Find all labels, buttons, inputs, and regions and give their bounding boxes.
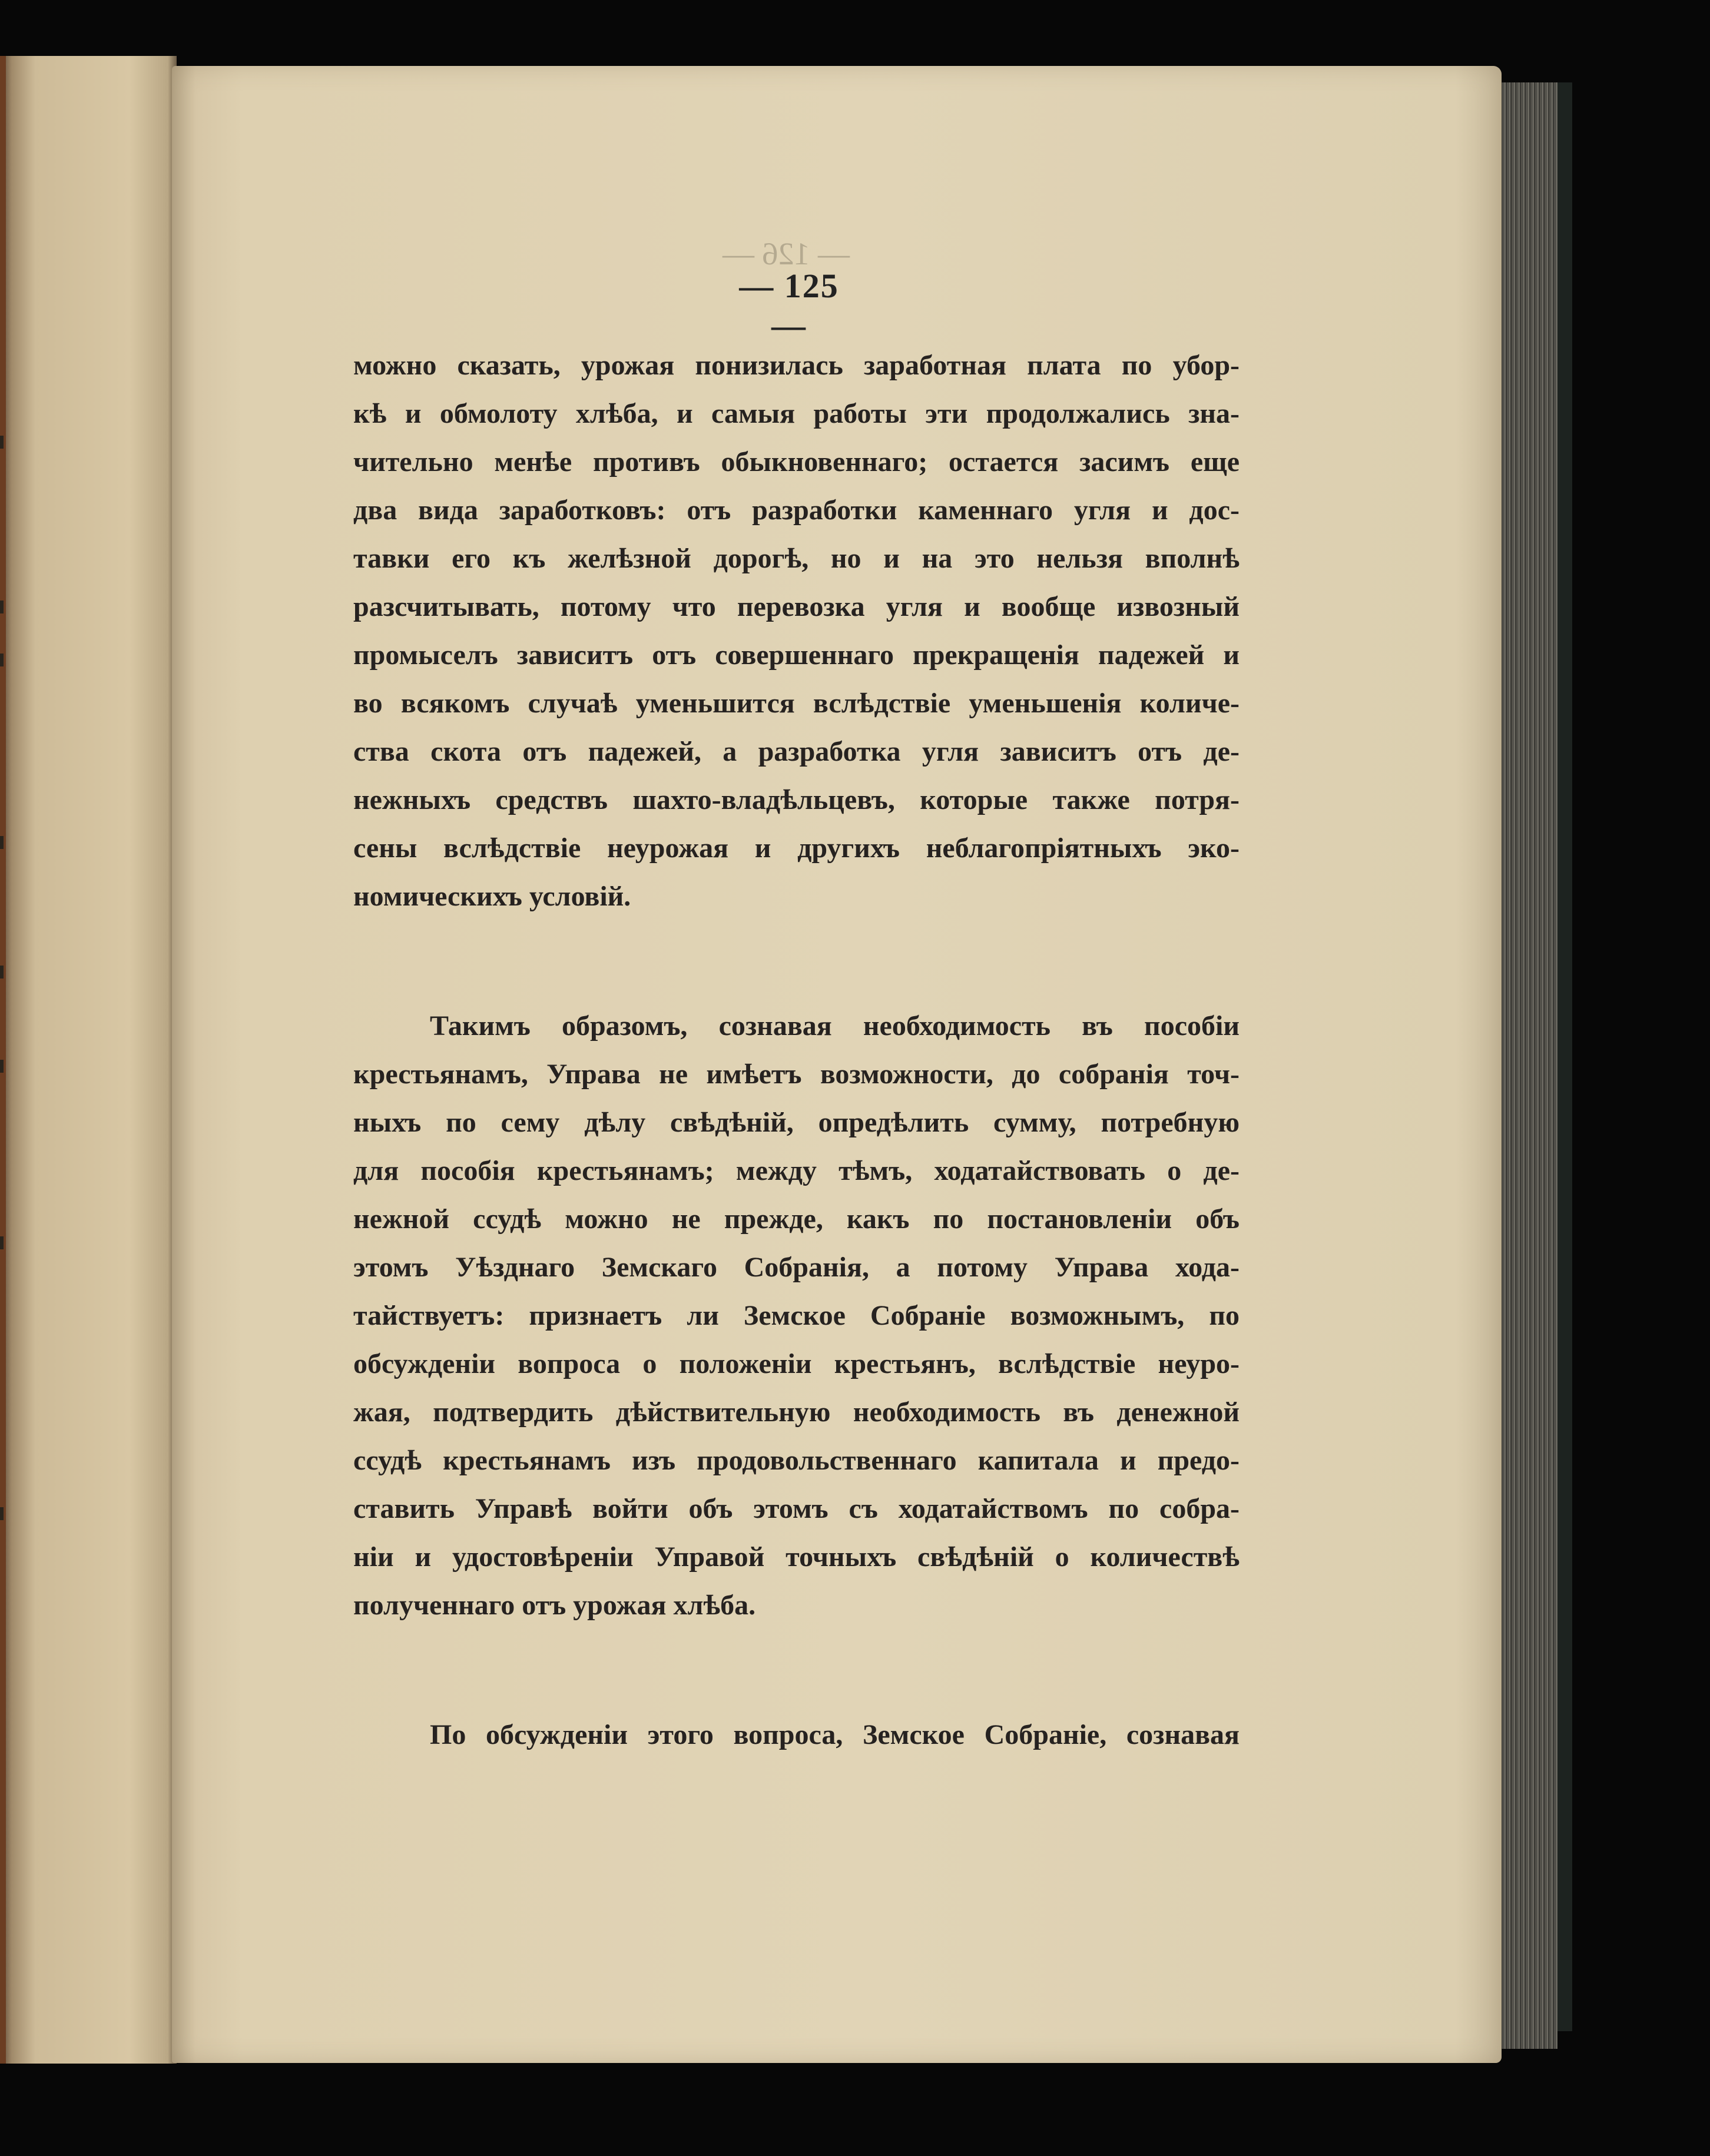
- left-page-mark: [0, 1060, 4, 1073]
- text-line: По обсужденіи этого вопроса, Земское Собраніе, сознавая: [430, 1719, 1240, 1750]
- paragraph-2: [353, 1002, 1240, 1630]
- text-line: крестьянамъ, Управа не имѣетъ возможности, до собранія точ-: [353, 1059, 1240, 1090]
- text-line: чительно менѣе противъ обыкновеннаго; остается засимъ еще: [353, 446, 1240, 477]
- text-line: тайствуетъ: признаетъ ли Земское Собраніе возможнымъ, по: [353, 1300, 1240, 1331]
- text-line: для пособія крестьянамъ; между тѣмъ, ходатайствовать о де-: [353, 1155, 1240, 1186]
- text-line: тавки его къ желѣзной дорогѣ, но и на это нельзя вполнѣ: [353, 543, 1240, 574]
- text-line: этомъ Уѣзднаго Земскаго Собранія, а потому Управа хода-: [353, 1252, 1240, 1283]
- text-line: ставить Управѣ войти объ этомъ съ ходатайствомъ по собра-: [353, 1493, 1240, 1524]
- text-line: номическихъ условій.: [353, 881, 631, 912]
- text-line: сены вслѣдствіе неурожая и другихъ неблагопріятныхъ эко-: [353, 832, 1240, 864]
- left-page-mark: [0, 601, 4, 613]
- left-page-mark: [0, 1507, 4, 1520]
- text-line: разсчитывать, потому что перевозка угля и вообще извозный: [353, 591, 1240, 622]
- text-line: ніи и удостовѣреніи Управой точныхъ свѣдѣній о количествѣ: [353, 1541, 1240, 1573]
- text-line: полученнаго отъ урожая хлѣба.: [353, 1590, 756, 1621]
- text-line: ссудѣ крестьянамъ изъ продовольственнаго капитала и предо-: [353, 1445, 1240, 1476]
- text-line: можно сказать, урожая понизилась заработная плата по убор-: [353, 350, 1240, 381]
- text-line: обсужденіи вопроса о положеніи крестьянъ, вслѣдствіе неуро-: [353, 1348, 1240, 1379]
- text-line: промыселъ зависитъ отъ совершеннаго прекращенія падежей и: [353, 639, 1240, 671]
- paragraph-1: [353, 341, 1240, 921]
- text-line: жая, подтвердить дѣйствительную необходимость въ денежной: [353, 1397, 1240, 1428]
- page-stack-edge: [1499, 82, 1557, 2049]
- left-page-mark: [0, 836, 4, 849]
- left-page-edge: [0, 56, 177, 2064]
- text-line: два вида заработковъ: отъ разработки каменнаго угля и дос-: [353, 495, 1240, 526]
- text-line: нежной ссудѣ можно не прежде, какъ по постановленіи объ: [353, 1203, 1240, 1235]
- text-line: кѣ и обмолоту хлѣба, и самыя работы эти продолжались зна-: [353, 398, 1240, 429]
- text-line: ства скота отъ падежей, а разработка угля зависитъ отъ де-: [353, 736, 1240, 767]
- text-line: Такимъ образомъ, сознавая необходимость въ пособіи: [430, 1010, 1240, 1041]
- text-line: во всякомъ случаѣ уменьшится вслѣдствіе уменьшенія количе-: [353, 688, 1240, 719]
- bleed-through-page-number: — 126 —: [723, 236, 850, 271]
- text-line: ныхъ по сему дѣлу свѣдѣній, опредѣлить сумму, потребную: [353, 1107, 1240, 1138]
- left-page-mark: [0, 654, 4, 666]
- text-line: нежныхъ средствъ шахто-владѣльцевъ, которые также потря-: [353, 784, 1240, 815]
- page-number: — 125 —: [739, 267, 839, 344]
- left-page-mark: [0, 966, 4, 979]
- left-page-mark: [0, 1236, 4, 1249]
- left-page-mark: [0, 436, 4, 449]
- paragraph-3: [353, 1711, 1240, 1759]
